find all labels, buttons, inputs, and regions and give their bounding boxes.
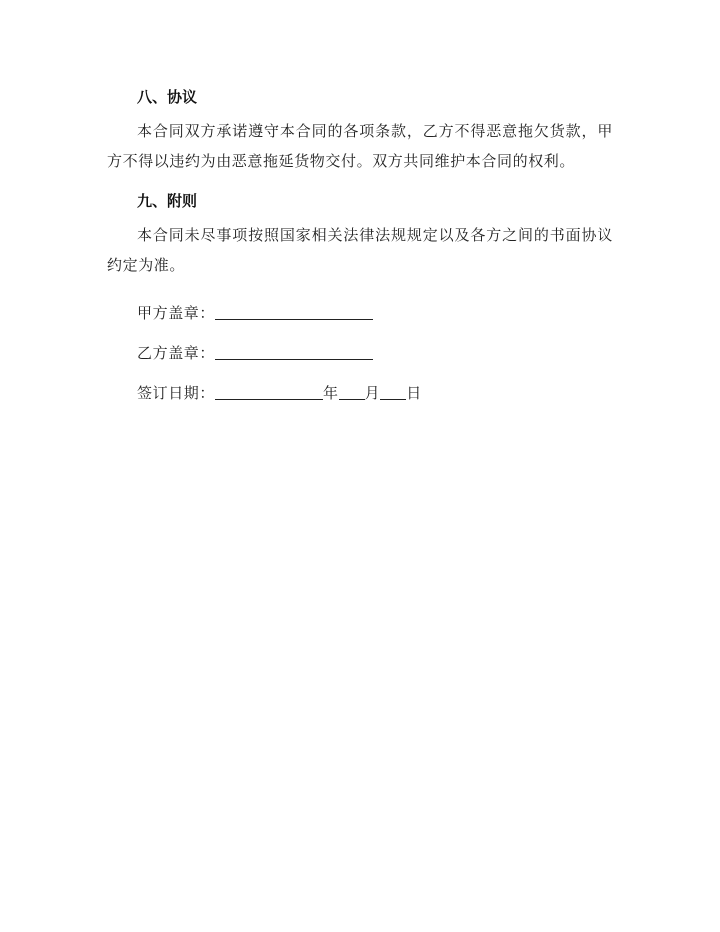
party-b-seal-label: 乙方盖章：: [137, 344, 216, 362]
signing-date-label: 签订日期：: [137, 384, 216, 402]
party-a-seal-label: 甲方盖章：: [137, 304, 216, 322]
signing-date-line: [107, 368, 613, 408]
document-content: [107, 80, 613, 408]
year-unit: 年: [323, 384, 339, 402]
party-a-seal-blank: [215, 301, 373, 320]
party-a-seal-line: [107, 288, 613, 328]
section-heading-agreement: 八、协议: [137, 88, 198, 106]
month-unit: 月: [364, 384, 381, 402]
party-b-seal-line: [107, 328, 613, 368]
section-heading-supplementary: 九、附则: [137, 192, 198, 210]
year-blank: [215, 381, 323, 400]
day-unit: 日: [406, 384, 422, 402]
month-blank: [339, 381, 365, 400]
section-body-agreement: 本合同双方承诺遵守本合同的各项条款，乙方不得恶意拖欠货款，甲方不得以违约为由恶意拖延货物交付。双方共同维护本合同的权利。: [107, 122, 613, 170]
section-body-supplementary: 本合同未尽事项按照国家相关法律法规规定以及各方之间的书面协议约定为准。: [107, 226, 613, 274]
day-blank: [380, 381, 406, 400]
party-b-seal-blank: [215, 341, 373, 360]
